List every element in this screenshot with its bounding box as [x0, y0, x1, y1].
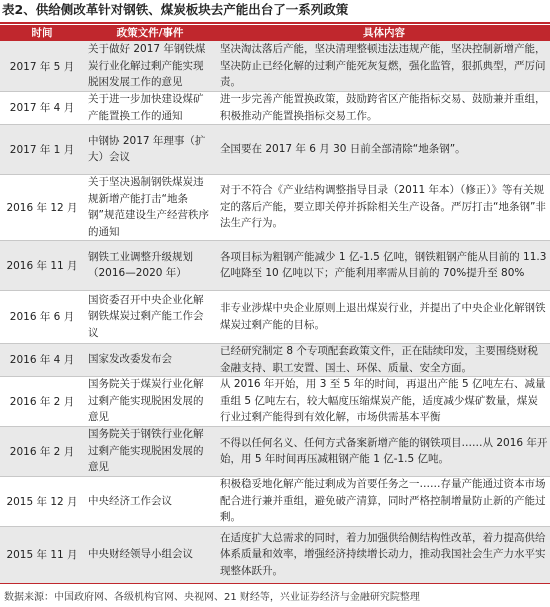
row-divider [0, 476, 550, 477]
row-divider [0, 426, 550, 427]
table-row [0, 240, 550, 290]
row-document: 中钢协 2017 年理事（扩大）会议 [88, 134, 206, 163]
row-divider [0, 290, 550, 291]
row-time: 2017 年 1 月 [9, 143, 75, 156]
row-time: 2016 年 2 月 [9, 395, 75, 408]
row-content: 非专业涉煤中央企业原则上退出煤炭行业，并提出了中央企业化解钢铁煤炭过剩产能的目标。 [220, 302, 546, 331]
row-content: 从 2016 年开始，用 3 至 5 年的时间，再退出产能 5 亿吨左右、减量重组 5 亿吨左右，较大幅度压缩煤炭产能，适度减少煤矿数量，煤炭行业过剩产能得到有效化解，市场供需基本平衡 [220, 378, 546, 424]
header-time: 时间 [31, 27, 53, 39]
row-time: 2016 年 4 月 [9, 354, 75, 366]
bottom-rule [0, 583, 550, 584]
table-title: 表2、供给侧改革针对钢铁、煤炭板块去产能出台了一系列政策 [2, 2, 349, 17]
row-content: 各项目标为粗钢产能减少 1 亿-1.5 亿吨，钢铁粗钢产能从目前的 11.3亿吨降至 10 亿吨以下；产能利用率需从目前的 70%提升至 80% [220, 250, 547, 279]
row-divider [0, 240, 550, 241]
row-divider [0, 174, 550, 175]
row-document: 中央经济工作会议 [88, 494, 172, 507]
row-divider [0, 376, 550, 377]
row-content: 坚决淘汰落后产能，坚决清理整顿违法违规产能，坚决控制新增产能，坚决防止已经化解的过剩产能死灰复燃，强化监管，狠抓典型，严厉问责。 [220, 43, 546, 89]
row-time: 2015 年 12 月 [6, 495, 78, 508]
row-time: 2017 年 4 月 [9, 102, 75, 114]
row-time: 2017 年 5 月 [9, 60, 75, 73]
row-document: 国务院关于钢铁行业化解过剩产能实现脱困发展的意见 [88, 428, 204, 474]
title-rule [0, 22, 550, 24]
row-time: 2016 年 6 月 [9, 311, 75, 323]
row-time: 2015 年 11 月 [6, 549, 78, 561]
table-row [0, 41, 550, 91]
row-content: 积极稳妥地化解产能过剩成为首要任务之一……存量产能通过资本市场配合进行兼并重组，避免破产清算，同时严格控制增量防止新的产能过剩。 [220, 478, 546, 524]
row-document: 国务院关于煤炭行业化解过剩产能实现脱困发展的意见 [88, 378, 204, 424]
row-content: 对于不符合《产业结构调整指导目录（2011 年本）（修正）》等有关规定的落后产能，要立即关停并拆除相关生产设备。严厉打击“地条钢”非法生产行为。 [220, 184, 546, 230]
table-row [0, 343, 550, 376]
table-header [0, 25, 550, 41]
row-document: 国资委召开中央企业化解钢铁煤炭过剩产能工作会议 [88, 293, 204, 339]
row-document: 关于做好 2017 年钢铁煤炭行业化解过剩产能实现脱困发展工作的意见 [88, 43, 206, 89]
header-doc: 政策文件/事件 [116, 27, 184, 39]
row-time: 2016 年 2 月 [9, 445, 75, 458]
row-document: 国家发改委发布会 [88, 353, 172, 366]
table-row [0, 376, 550, 426]
row-document: 关于进一步加快建设煤矿产能置换工作的通知 [88, 93, 204, 122]
row-divider [0, 526, 550, 527]
row-content: 在适度扩大总需求的同时，着力加强供给侧结构性改革，着力提高供给体系质量和效率，增强经济持续增长动力，推动我国社会生产力水平实现整体跃升。 [220, 531, 546, 577]
table-row [0, 526, 550, 583]
table-row [0, 91, 550, 124]
source-note: 数据来源：中国政府网、各级机构官网、央视网、21 财经等，兴业证券经济与金融研究院整理 [4, 592, 420, 603]
row-divider [0, 91, 550, 92]
header-content: 具体内容 [363, 27, 405, 39]
row-time: 2016 年 11 月 [6, 259, 78, 272]
table-row [0, 290, 550, 343]
row-divider [0, 124, 550, 125]
table-row [0, 426, 550, 476]
table-row [0, 476, 550, 526]
row-content: 进一步完善产能置换政策，鼓励跨省区产能指标交易、鼓励兼并重组，积极推动产能置换指标交易工作。 [220, 93, 546, 122]
table-row [0, 124, 550, 174]
row-content: 不得以任何名义、任何方式备案新增产能的钢铁项目……从 2016 年开始，用 5 年时间再压减粗钢产能 1 亿-1.5 亿吨。 [220, 436, 548, 465]
table-row [0, 174, 550, 240]
row-document: 钢铁工业调整升级规划（2016—2020 年） [88, 250, 193, 279]
row-document: 中央财经领导小组会议 [88, 548, 193, 561]
row-content: 已经研究制定 8 个专项配套政策文件，正在陆续印发，主要围绕财税金融支持、职工安置、国土、环保、质量、安全方面。 [220, 345, 538, 374]
row-document: 关于坚决遏制钢铁煤炭违规新增产能打击“地条钢”规范建设生产经营秩序的通知 [88, 176, 209, 238]
row-time: 2016 年 12 月 [6, 201, 78, 214]
row-divider [0, 343, 550, 344]
row-content: 全国要在 2017 年 6 月 30 日前全部清除“地条钢”。 [220, 142, 466, 155]
